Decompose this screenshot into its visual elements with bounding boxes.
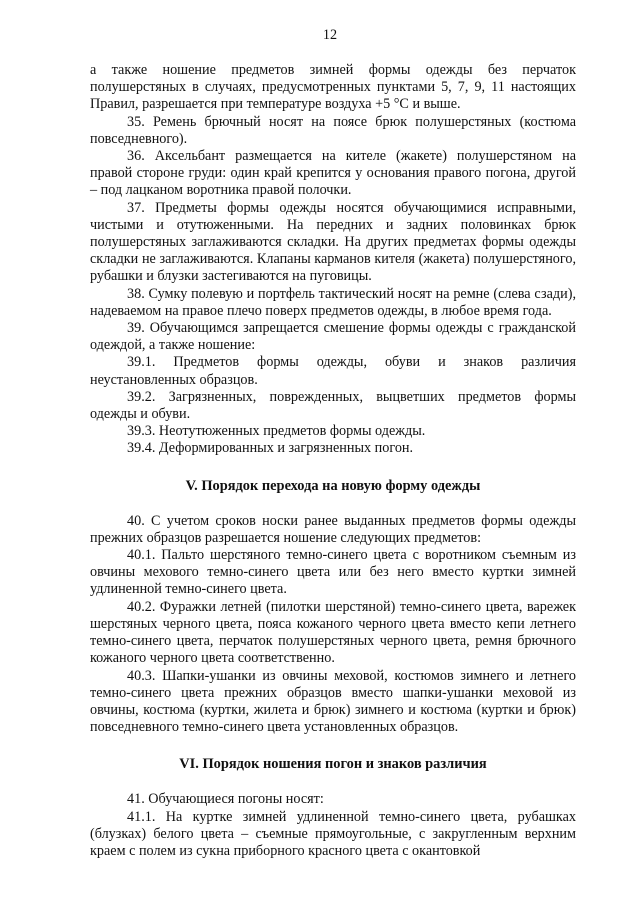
paragraph: 36. Аксельбант размещается на кителе (жакете) полушерстяном на правой стороне груди: один край крепится у основания правого погона, другой – под лацканом воротника правой полочки. [90,148,576,199]
paragraph: 41. Обучающиеся погоны носят: [127,791,324,808]
paragraph: а также ношение предметов зимней формы одежды без перчаток полушерстяных в случаях, предусмотренных пунктами 5, 7, 9, 11 настоящих Правил, разрешается при температуре воздуха +5 °C и выше. [90,62,576,113]
paragraph: 39.1. Предметов формы одежды, обуви и знаков различия неустановленных образцов. [90,354,576,388]
paragraph: 38. Сумку полевую и портфель тактический носят на ремне (слева сзади), надеваемом на правое плечо поверх предметов одежды, в любое время года. [90,285,576,319]
paragraph: 39.2. Загрязненных, поврежденных, выцветших предметов формы одежды и обуви. [90,388,576,423]
section-heading-v: V. Порядок перехода на новую форму одежды [185,477,481,494]
section-v [90,513,576,737]
paragraph: 40. С учетом сроков носки ранее выданных предметов формы одежды прежних образцов разрешается ношение следующих предметов: [90,512,576,546]
paragraph: 39.4. Деформированных и загрязненных погон. [127,440,414,457]
paragraph: 37. Предметы формы одежды носятся обучающимися исправными, чистыми и отутюженными. На передних и задних половинках брюк полушерстяных заглаживаются складки. На других предметах формы одежды складки не заглаживаются. Клапаны карманов кителя (жакета) полушерстяного, рубашки и блузки застегиваются на пуговицы. [90,199,576,285]
section-heading-vi: VI. Порядок ношения погон и знаков различия [179,756,487,773]
page-number: 12 [322,27,338,43]
paragraph: 40.2. Фуражки летней (пилотки шерстяной) темно-синего цвета, варежек шерстяных черного цвета, пояса кожаного черного цвета вместо кепи летнего темно-синего цвета, перчаток полушерстяных черного цвета, ремня брючного кожаного черного цвета соответственно. [90,598,576,667]
paragraph: 35. Ремень брючный носят на поясе брюк полушерстяных (костюма повседневного). [90,113,576,147]
paragraph: 39.3. Неотутюженных предметов формы одежды. [127,423,426,440]
section-before-v [90,62,576,458]
paragraph: 40.3. Шапки-ушанки из овчины меховой, костюмов зимнего и летнего темно-синего цвета прежних образцов вместо шапки-ушанки меховой из овчины, костюма (куртки, жилета и брюк) зимнего и костюма (куртки и брюк) повседневного темно-синего цвета установленных образцов. [90,667,576,736]
paragraph: 41.1. На куртке зимней удлиненной темно-синего цвета, рубашках (блузках) белого цвета – съемные прямоугольные, с закругленным верхним краем с полем из сукна приборного красного цвета с окантовкой [90,808,576,859]
section-vi [90,791,576,860]
paragraph: 39. Обучающимся запрещается смешение формы одежды с гражданской одеждой, а также ношение: [90,320,576,354]
paragraph: 40.1. Пальто шерстяного темно-синего цвета с воротником съемным из овчины мехового темно-синего цвета или без него вместо куртки зимней удлиненной темно-синего цвета. [90,547,576,598]
